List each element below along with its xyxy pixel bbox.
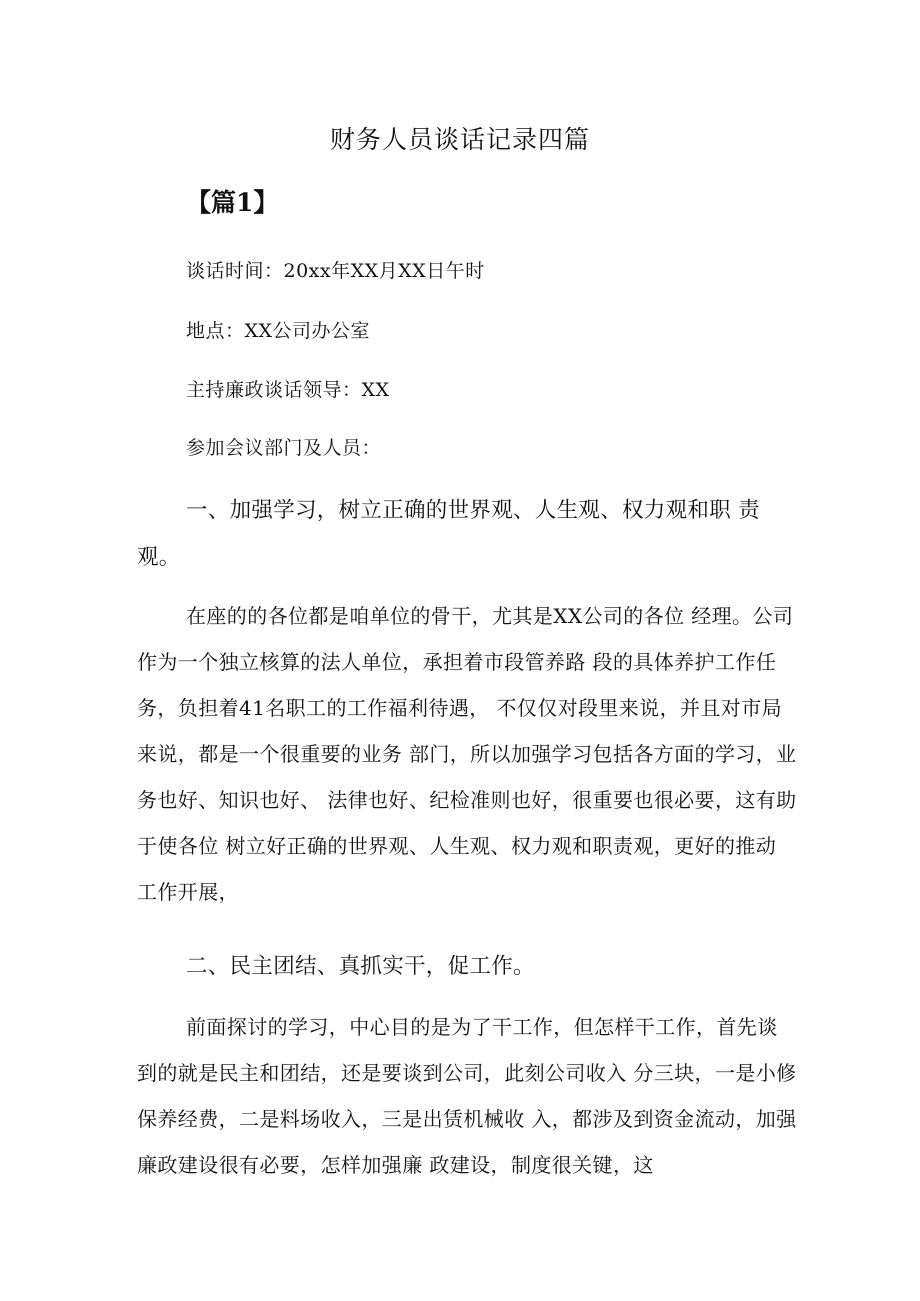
paragraph-one: 在座的的各位都是咱单位的骨干，尤其是XX公司的各位 经理。公司作为一个独立核算的法人单位，承担着市段管养路 段的具体养护工作任务，负担着41名职工的工作福利待遇， 不仅仅对段里来说，并且对市局来说，都是一个很重要的业务 部门，所以加强学习包括各方面的学习，业务也好、知识也好、 法律也好、纪检准则也好，很重要也很必要，这有助于使各位 树立好正确的世界观、人生观、权力观和职责观，更好的推动 工作开展， [137, 604, 797, 904]
meta-host: 主持廉政谈话领导：XX [186, 379, 390, 401]
meta-time: 谈话时间：20xx年XX月XX日午时 [186, 260, 485, 282]
heading-two: 二、民主团结、真抓实干，促工作。 [186, 954, 535, 979]
meta-attendees: 参加会议部门及人员： [186, 437, 382, 459]
meta-place: 地点：XX公司办公室 [186, 320, 371, 342]
section-label: 【篇1】 [186, 188, 279, 217]
document-title: 财务人员谈话记录四篇 [329, 125, 590, 154]
paragraph-two: 前面探讨的学习，中心目的是为了干工作，但怎样干工作，首先谈到的就是民主和团结，还是要谈到公司，此刻公司收入 分三块，一是小修保养经费，二是料场收入，三是出赁机械收 入，都涉及到资金流动，加强廉政建设很有必要，怎样加强廉 政建设，制度很关键，这 [137, 1015, 797, 1177]
heading-one: 一、加强学习，树立正确的世界观、人生观、权力观和职 责观。 [137, 498, 760, 570]
